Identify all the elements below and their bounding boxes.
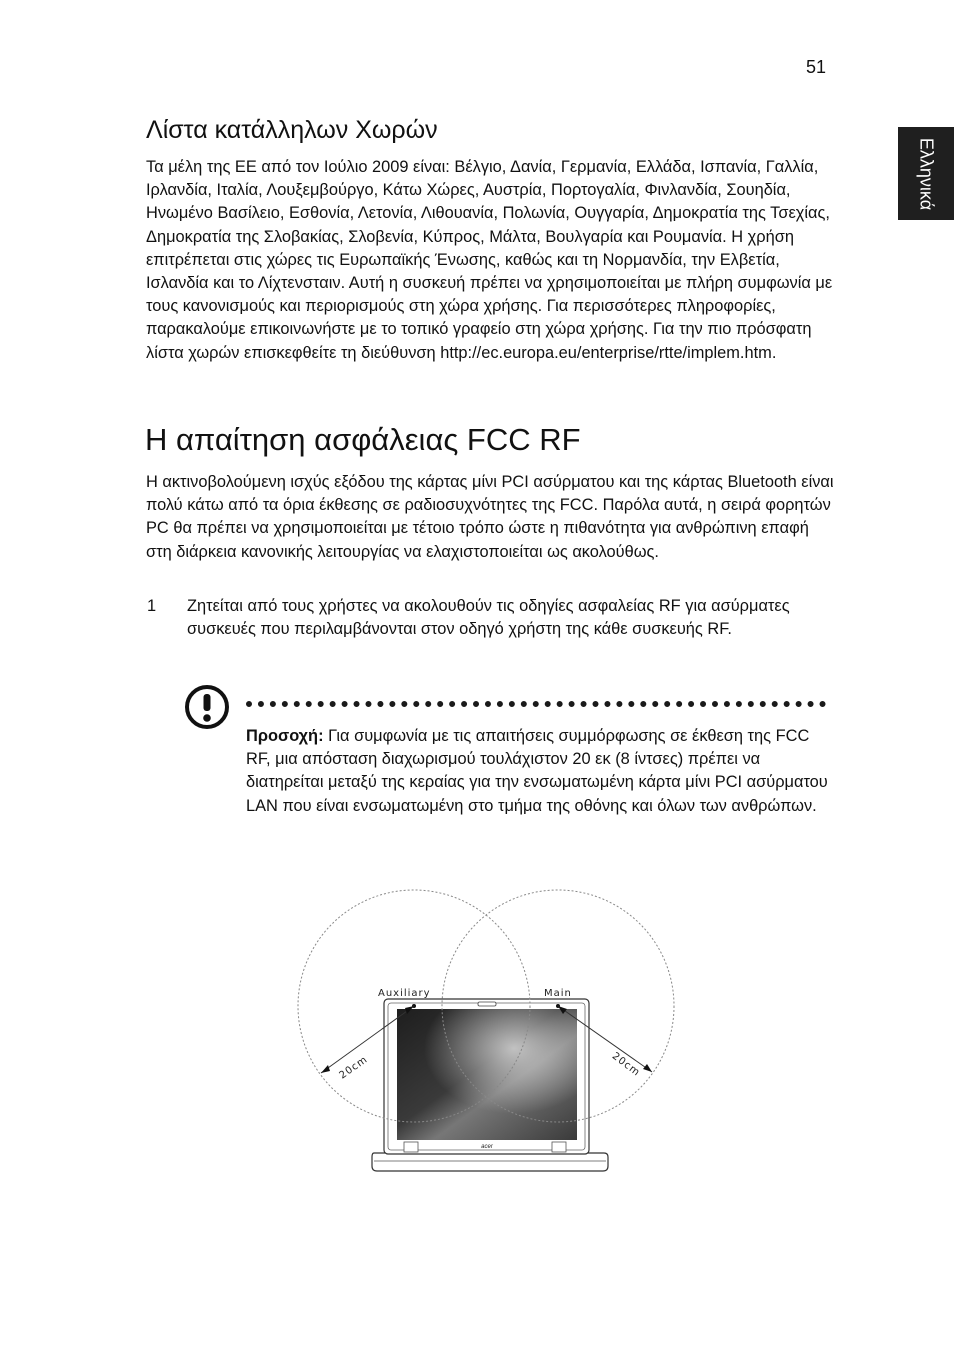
section-heading-fcc-rf: Η απαίτηση ασφάλειας FCC RF (145, 422, 581, 457)
caution-text: Για συμφωνία με τις απαιτήσεις συμμόρφωσης σε έκθεση της FCC RF, μια απόσταση διαχωρισμού τουλάχιστον 20 εκ (8 ίντσες) πρέπει να διατηρείται μεταξύ της κεραίας για την ενσωματωμένη κάρτα μίνι PCI ασύρματου LAN που είναι ενσωματωμένη στο τμήμα της οθόνης και όλων των ανθρώπων. (246, 727, 828, 815)
caution-note (246, 725, 831, 818)
list-item-number: 1 (147, 597, 157, 615)
distance-label-left: 20cm (337, 1054, 371, 1082)
distance-label-right: 20cm (609, 1050, 642, 1079)
caution-icon (183, 683, 231, 731)
laptop-logo: acer (481, 1144, 493, 1150)
caution-divider (246, 701, 826, 707)
caution-label: Προσοχή: (246, 727, 324, 745)
section-heading-countries: Λίστα κατάλληλων Χωρών (146, 116, 438, 144)
language-tab (898, 127, 954, 220)
main-antenna-label: Main (544, 988, 572, 999)
page-number: 51 (806, 57, 827, 77)
antenna-distance-diagram (290, 880, 690, 1180)
fcc-paragraph: Η ακτινοβολούμενη ισχύς εξόδου της κάρτας μίνι PCI ασύρματου και της κάρτας Bluetooth είναι πολύ κάτω από τα όρια έκθεσης σε ραδιοσυχνότητες της FCC. Παρόλα αυτά, η σειρά φορητών PC θα πρέπει να χρησιμοποιείται με τέτοιο τρόπο ώστε η πιθανότητα για ανθρώπινη επαφή στη διάρκεια κανονικής λειτουργίας να ελαχιστοποιείται ως ακολούθως. (146, 473, 834, 561)
laptop-base (372, 1153, 608, 1171)
auxiliary-antenna-label: Auxiliary (378, 988, 431, 999)
list-item-text: Ζητείται από τους χρήστες να ακολουθούν τις οδηγίες ασφαλείας RF για ασύρματες συσκευές που περιλαμβάνονται στον οδηγό χρήστη της κάθε συσκευής RF. (187, 597, 790, 639)
countries-paragraph: Τα μέλη της ΕΕ από τον Ιούλιο 2009 είναι: Βέλγιο, Δανία, Γερμανία, Ελλάδα, Ισπανία, Γαλλία, Ιρλανδία, Ιταλία, Λουξεμβούργο, Κάτω Χώρες, Αυστρία, Πορτογαλία, Φινλανδία, Σουηδία, Ηνωμένο Βασίλειο, Εσθονία, Λετονία, Λιθουανία, Πολωνία, Ουγγαρία, Δημοκρατία της Τσεχίας, Δημοκρατία της Σλοβακίας, Σλοβενία, Κύπρος, Μάλτα, Βουλγαρία και Ρουμανία. Η χρήση επιτρέπεται στις χώρες τις Ευρωπαϊκής Ένωσης, καθώς και τη Νορμανδία, την Ελβετία, Ισλανδία και το Λίχτενσταιν. Αυτή η συσκευή πρέπει να χρησιμοποιείται με πλήρη συμφωνία με τους κανονισμούς και περιορισμούς στη χώρα χρήσης. Για περισσότερες πληροφορίες, παρακαλούμε επικοινωνήστε με το τοπικό γραφείο στη χώρα χρήσης. Για την πιο πρόσφατη λίστα χωρών επισκεφθείτε τη διεύθυνση http://ec.europa.eu/enterprise/rtte/implem.htm. (146, 158, 833, 362)
language-tab-label: Ελληνικά (916, 137, 937, 210)
